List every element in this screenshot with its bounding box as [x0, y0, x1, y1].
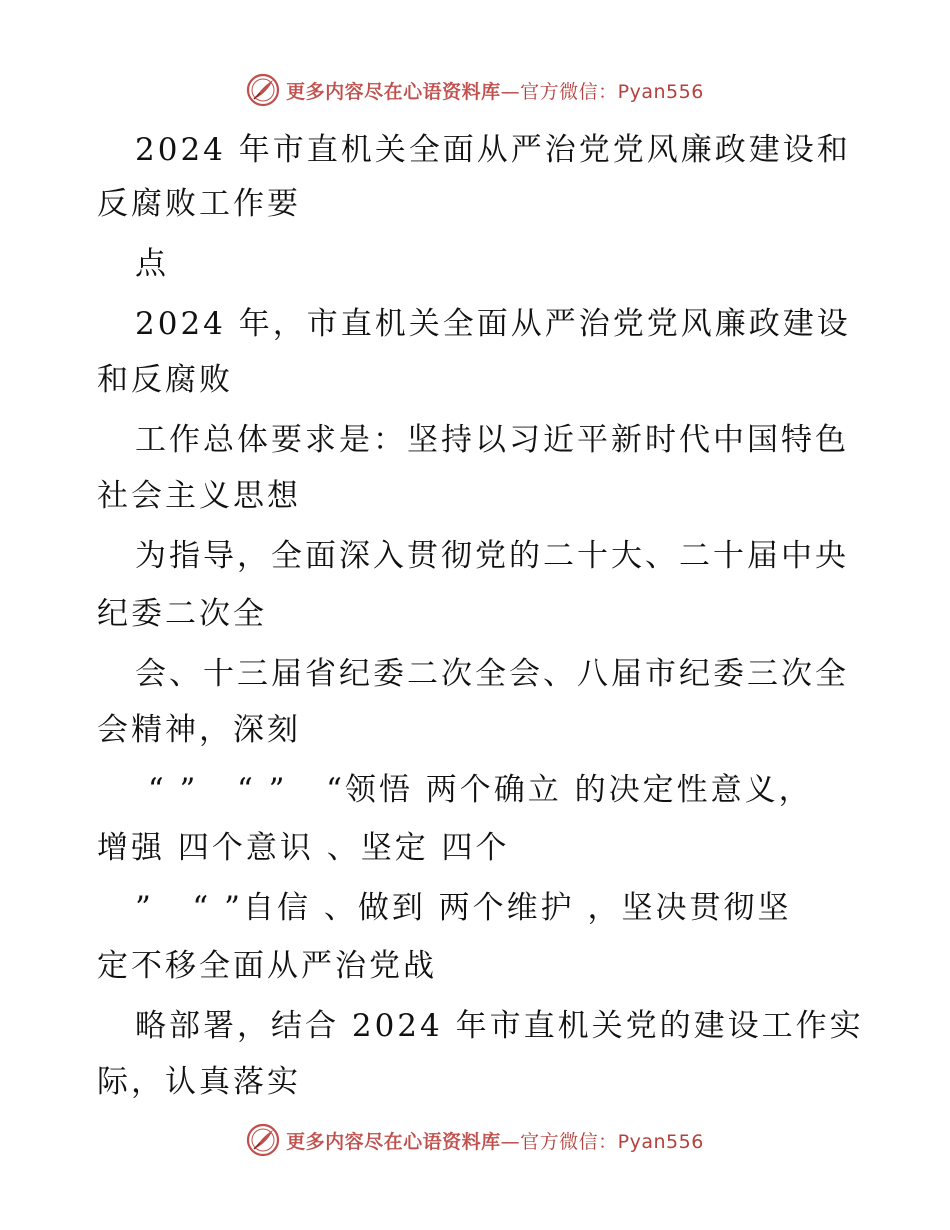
feather-quill-logo-icon: [246, 73, 280, 107]
watermark-main-text: 更多内容尽在心语资料库: [286, 80, 501, 103]
watermark-dash: —: [500, 80, 521, 103]
doc-line: ” “ ”自信 、做到 两个维护 ，坚决贯彻坚: [135, 890, 792, 926]
watermark-wechat-text: 官方微信：Pyan556: [520, 1130, 704, 1153]
doc-line: 会精神，深刻: [97, 712, 301, 748]
watermark-text: [286, 1127, 704, 1154]
watermark-dash: —: [500, 1130, 521, 1153]
doc-line: 会、十三届省纪委二次全会、八届市纪委三次全: [135, 656, 849, 692]
doc-line: “ ” “ ” “领悟 两个确立 的决定性意义，: [135, 772, 813, 808]
doc-line: 际，认真落实: [97, 1064, 301, 1100]
doc-line: 和反腐败: [97, 362, 233, 398]
doc-line-title-1: 2024 年市直机关全面从严治党党风廉政建设和: [135, 132, 851, 168]
doc-line-title-2: 反腐败工作要: [97, 186, 301, 222]
doc-line: 工作总体要求是：坚持以习近平新时代中国特色: [135, 422, 849, 458]
watermark-main-text: 更多内容尽在心语资料库: [286, 1130, 501, 1153]
feather-quill-logo-icon: [246, 1123, 280, 1157]
doc-line: 增强 四个意识 、坚定 四个: [97, 830, 510, 866]
watermark-text: [286, 77, 704, 104]
doc-line-title-3: 点: [135, 246, 169, 282]
footer-watermark-banner: [0, 1120, 950, 1160]
watermark-wechat-text: 官方微信：Pyan556: [520, 80, 704, 103]
doc-line: 纪委二次全: [97, 596, 267, 632]
doc-line: 2024 年，市直机关全面从严治党党风廉政建设: [135, 306, 851, 342]
header-watermark-banner: [0, 70, 950, 110]
doc-line: 略部署，结合 2024 年市直机关党的建设工作实: [135, 1008, 864, 1044]
doc-line: 为指导，全面深入贯彻党的二十大、二十届中央: [135, 538, 849, 574]
doc-line: 定不移全面从严治党战: [97, 948, 437, 984]
doc-line: 社会主义思想: [97, 478, 301, 514]
